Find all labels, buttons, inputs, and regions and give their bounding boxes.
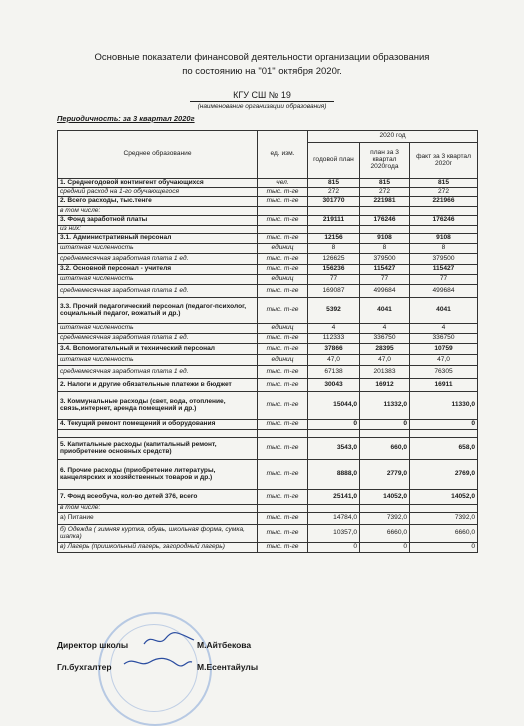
row-plan-q3: 6660,0 bbox=[360, 525, 410, 543]
header-fact-q3: факт за 3 квартал 2020г bbox=[410, 143, 478, 179]
row-unit: тыс. т-ге bbox=[258, 525, 308, 543]
row-fact-q3: 9108 bbox=[410, 234, 478, 244]
organization-caption: (наименование организации образования) bbox=[197, 103, 327, 110]
row-plan-q3: 14052,0 bbox=[360, 490, 410, 505]
row-fact-q3 bbox=[410, 207, 478, 216]
row-plan-year: 5392 bbox=[308, 298, 360, 324]
row-unit bbox=[258, 430, 308, 438]
row-label: 1. Среднегодовой контингент обучающихся bbox=[58, 179, 258, 188]
row-plan-q3: 115427 bbox=[360, 265, 410, 275]
row-plan-year: 0 bbox=[308, 543, 360, 553]
row-unit bbox=[258, 207, 308, 216]
row-plan-q3: 0 bbox=[360, 543, 410, 553]
row-fact-q3: 10759 bbox=[410, 344, 478, 355]
row-fact-q3: 272 bbox=[410, 188, 478, 197]
row-plan-q3 bbox=[360, 505, 410, 513]
accountant-title: Гл.бухгалтер bbox=[57, 662, 112, 672]
row-fact-q3: 4041 bbox=[410, 298, 478, 324]
row-fact-q3: 4 bbox=[410, 324, 478, 334]
row-plan-q3: 336750 bbox=[360, 334, 410, 344]
table-row bbox=[58, 490, 478, 505]
row-plan-year: 815 bbox=[308, 179, 360, 188]
row-unit: тыс. т-ге bbox=[258, 513, 308, 525]
row-plan-year: 0 bbox=[308, 420, 360, 430]
row-fact-q3: 221966 bbox=[410, 197, 478, 207]
row-unit: тыс. т-ге bbox=[258, 344, 308, 355]
header-plan-year: годовой план bbox=[308, 143, 360, 179]
row-label: 5. Капитальные расходы (капитальный ремонт, приобретение основных средств) bbox=[58, 438, 258, 460]
row-plan-q3: 9108 bbox=[360, 234, 410, 244]
row-fact-q3: 176246 bbox=[410, 216, 478, 226]
director-title: Директор школы bbox=[57, 640, 129, 650]
row-label: из них: bbox=[58, 226, 258, 234]
row-label: штатная численность bbox=[58, 324, 258, 334]
row-fact-q3: 815 bbox=[410, 179, 478, 188]
table-row bbox=[58, 505, 478, 513]
row-label: 7. Фонд всеобуча, кол-во детей 376, всего bbox=[58, 490, 258, 505]
table-row bbox=[58, 392, 478, 420]
financial-table bbox=[57, 130, 478, 553]
row-label: 3.3. Прочий педагогический персонал (педагог-психолог, социальный педагог, вожатый и др.) bbox=[58, 298, 258, 324]
row-plan-q3: 2779,0 bbox=[360, 460, 410, 490]
row-plan-q3: 8 bbox=[360, 244, 410, 254]
row-fact-q3: 2769,0 bbox=[410, 460, 478, 490]
row-fact-q3: 0 bbox=[410, 543, 478, 553]
table-row bbox=[58, 513, 478, 525]
accountant-name: М.Есентайулы bbox=[197, 662, 259, 672]
table-row bbox=[58, 438, 478, 460]
row-unit: тыс. т-ге bbox=[258, 234, 308, 244]
table-row bbox=[58, 188, 478, 197]
table-row bbox=[58, 197, 478, 207]
row-label: среднемесячная заработная плата 1 ед. bbox=[58, 285, 258, 298]
row-plan-q3: 7392,0 bbox=[360, 513, 410, 525]
row-plan-q3: 499684 bbox=[360, 285, 410, 298]
document-title-line2: по состоянию на "01" октября 2020г. bbox=[182, 66, 342, 77]
row-unit: единиц bbox=[258, 275, 308, 285]
row-plan-q3: 272 bbox=[360, 188, 410, 197]
row-plan-q3: 28395 bbox=[360, 344, 410, 355]
table-row bbox=[58, 216, 478, 226]
row-unit: тыс. т-ге bbox=[258, 334, 308, 344]
row-label: в том числе: bbox=[58, 207, 258, 216]
table-row bbox=[58, 355, 478, 366]
row-plan-q3: 660,0 bbox=[360, 438, 410, 460]
row-plan-year: 15044,0 bbox=[308, 392, 360, 420]
row-unit: чел. bbox=[258, 179, 308, 188]
row-plan-year bbox=[308, 226, 360, 234]
table-row bbox=[58, 366, 478, 379]
table-row bbox=[58, 254, 478, 265]
row-unit: тыс. т-ге bbox=[258, 438, 308, 460]
row-label: 3.1. Административный персонал bbox=[58, 234, 258, 244]
row-fact-q3: 76305 bbox=[410, 366, 478, 379]
row-plan-q3: 16912 bbox=[360, 379, 410, 392]
row-unit: тыс. т-ге bbox=[258, 254, 308, 265]
row-label: 2. Налоги и другие обязательные платежи в бюджет bbox=[58, 379, 258, 392]
director-name: М.Айтбекова bbox=[197, 640, 252, 650]
table-row bbox=[58, 525, 478, 543]
row-fact-q3: 14052,0 bbox=[410, 490, 478, 505]
table-row bbox=[58, 265, 478, 275]
row-unit: тыс. т-ге bbox=[258, 379, 308, 392]
row-plan-year: 8888,0 bbox=[308, 460, 360, 490]
row-plan-year: 67138 bbox=[308, 366, 360, 379]
row-label: 3.2. Основной персонал - учителя bbox=[58, 265, 258, 275]
row-plan-year bbox=[308, 505, 360, 513]
row-label: штатная численность bbox=[58, 355, 258, 366]
row-label: в том числе: bbox=[58, 505, 258, 513]
row-fact-q3: 77 bbox=[410, 275, 478, 285]
row-fact-q3: 499684 bbox=[410, 285, 478, 298]
row-plan-year: 10357,0 bbox=[308, 525, 360, 543]
table-row bbox=[58, 244, 478, 254]
row-fact-q3: 336750 bbox=[410, 334, 478, 344]
table-row bbox=[58, 430, 478, 438]
row-unit: тыс. т-ге bbox=[258, 420, 308, 430]
row-unit: тыс. т-ге bbox=[258, 392, 308, 420]
row-plan-year bbox=[308, 207, 360, 216]
row-plan-year: 12156 bbox=[308, 234, 360, 244]
row-plan-year: 8 bbox=[308, 244, 360, 254]
row-fact-q3: 47,0 bbox=[410, 355, 478, 366]
row-label: среднемесячная заработная плата 1 ед. bbox=[58, 254, 258, 265]
row-unit: единиц bbox=[258, 244, 308, 254]
row-label: 4. Текущий ремонт помещений и оборудования bbox=[58, 420, 258, 430]
row-plan-year: 126625 bbox=[308, 254, 360, 265]
row-label: 3.4. Вспомогательный и технический персонал bbox=[58, 344, 258, 355]
row-label: 3. Коммунальные расходы (свет, вода, отопление, связь,интернет, аренда помещений и др.) bbox=[58, 392, 258, 420]
row-fact-q3: 379500 bbox=[410, 254, 478, 265]
row-label: средний расход на 1-го обучающегося bbox=[58, 188, 258, 197]
header-year: 2020 год bbox=[308, 131, 478, 143]
row-unit: тыс. т-ге bbox=[258, 460, 308, 490]
director-signature-icon bbox=[140, 630, 200, 650]
row-plan-year bbox=[308, 430, 360, 438]
row-unit bbox=[258, 226, 308, 234]
table-row bbox=[58, 324, 478, 334]
row-unit: тыс. т-ге bbox=[258, 490, 308, 505]
row-plan-q3: 815 bbox=[360, 179, 410, 188]
row-unit: тыс. т-ге bbox=[258, 298, 308, 324]
row-plan-year: 301770 bbox=[308, 197, 360, 207]
row-unit: тыс. т-ге bbox=[258, 216, 308, 226]
row-fact-q3: 115427 bbox=[410, 265, 478, 275]
table-row bbox=[58, 420, 478, 430]
row-plan-q3: 176246 bbox=[360, 216, 410, 226]
row-plan-year: 25141,0 bbox=[308, 490, 360, 505]
row-unit: тыс. т-ге bbox=[258, 285, 308, 298]
row-fact-q3 bbox=[410, 226, 478, 234]
row-plan-q3 bbox=[360, 226, 410, 234]
row-fact-q3: 7392,0 bbox=[410, 513, 478, 525]
header-indicator: Среднее образование bbox=[58, 131, 258, 179]
row-plan-q3: 221981 bbox=[360, 197, 410, 207]
table-row bbox=[58, 207, 478, 216]
row-plan-q3: 4 bbox=[360, 324, 410, 334]
document-title-line1: Основные показатели финансовой деятельности организации образования bbox=[94, 52, 430, 63]
row-plan-q3: 11332,0 bbox=[360, 392, 410, 420]
row-label: среднемесячная заработная плата 1 ед. bbox=[58, 366, 258, 379]
row-unit: тыс. т-ге bbox=[258, 265, 308, 275]
row-fact-q3: 658,0 bbox=[410, 438, 478, 460]
organization-underline bbox=[190, 101, 334, 102]
table-row bbox=[58, 543, 478, 553]
row-label: а) Питание bbox=[58, 513, 258, 525]
row-fact-q3: 6660,0 bbox=[410, 525, 478, 543]
row-label: среднемесячная заработная плата 1 ед. bbox=[58, 334, 258, 344]
period-label: Периодичность: за 3 квартал 2020г bbox=[57, 114, 195, 123]
table-row bbox=[58, 298, 478, 324]
table-row bbox=[58, 234, 478, 244]
row-plan-year: 156236 bbox=[308, 265, 360, 275]
row-plan-year: 112333 bbox=[308, 334, 360, 344]
row-plan-year: 37866 bbox=[308, 344, 360, 355]
row-fact-q3: 0 bbox=[410, 420, 478, 430]
row-label: 3. Фонд заработной платы bbox=[58, 216, 258, 226]
accountant-signature-icon bbox=[120, 652, 195, 672]
table-row bbox=[58, 460, 478, 490]
table-row bbox=[58, 379, 478, 392]
row-plan-q3: 47,0 bbox=[360, 355, 410, 366]
row-label: 2. Всего расходы, тыс.тенге bbox=[58, 197, 258, 207]
row-fact-q3 bbox=[410, 430, 478, 438]
table-row bbox=[58, 226, 478, 234]
row-plan-q3: 0 bbox=[360, 420, 410, 430]
row-plan-q3: 201383 bbox=[360, 366, 410, 379]
table-row bbox=[58, 285, 478, 298]
row-fact-q3 bbox=[410, 505, 478, 513]
row-plan-q3: 77 bbox=[360, 275, 410, 285]
row-fact-q3: 8 bbox=[410, 244, 478, 254]
row-plan-q3: 4041 bbox=[360, 298, 410, 324]
header-unit: ед. изм. bbox=[258, 131, 308, 179]
row-label: штатная численность bbox=[58, 244, 258, 254]
row-label: штатная численность bbox=[58, 275, 258, 285]
row-fact-q3: 11330,0 bbox=[410, 392, 478, 420]
row-label: б) Одежда ( зимняя куртка, обувь, школьная форма, сумка, шапка) bbox=[58, 525, 258, 543]
row-plan-year: 3543,0 bbox=[308, 438, 360, 460]
row-label: 6. Прочие расходы (приобретение литературы, канцелярских и хозяйственных товаров и др.) bbox=[58, 460, 258, 490]
row-plan-year: 30043 bbox=[308, 379, 360, 392]
row-plan-year: 77 bbox=[308, 275, 360, 285]
row-plan-year: 219111 bbox=[308, 216, 360, 226]
row-plan-year: 47,0 bbox=[308, 355, 360, 366]
table-row bbox=[58, 179, 478, 188]
row-unit: тыс. т-ге bbox=[258, 543, 308, 553]
row-label: в) Лагерь (пришкольный лагерь, загородный лагерь) bbox=[58, 543, 258, 553]
row-unit: тыс. т-ге bbox=[258, 366, 308, 379]
row-plan-year: 4 bbox=[308, 324, 360, 334]
row-plan-q3 bbox=[360, 430, 410, 438]
row-fact-q3: 16911 bbox=[410, 379, 478, 392]
row-plan-year: 14784,0 bbox=[308, 513, 360, 525]
table-row bbox=[58, 334, 478, 344]
row-plan-q3: 379500 bbox=[360, 254, 410, 265]
row-unit bbox=[258, 505, 308, 513]
table-row bbox=[58, 275, 478, 285]
row-unit: единиц bbox=[258, 324, 308, 334]
row-plan-q3 bbox=[360, 207, 410, 216]
table-row bbox=[58, 344, 478, 355]
header-plan-q3: план за 3 квартал 2020года bbox=[360, 143, 410, 179]
row-unit: единиц bbox=[258, 355, 308, 366]
row-label bbox=[58, 430, 258, 438]
organization-name: КГУ СШ № 19 bbox=[233, 90, 291, 100]
row-unit: тыс. т-ге bbox=[258, 188, 308, 197]
row-plan-year: 169087 bbox=[308, 285, 360, 298]
row-plan-year: 272 bbox=[308, 188, 360, 197]
row-unit: тыс. т-ге bbox=[258, 197, 308, 207]
